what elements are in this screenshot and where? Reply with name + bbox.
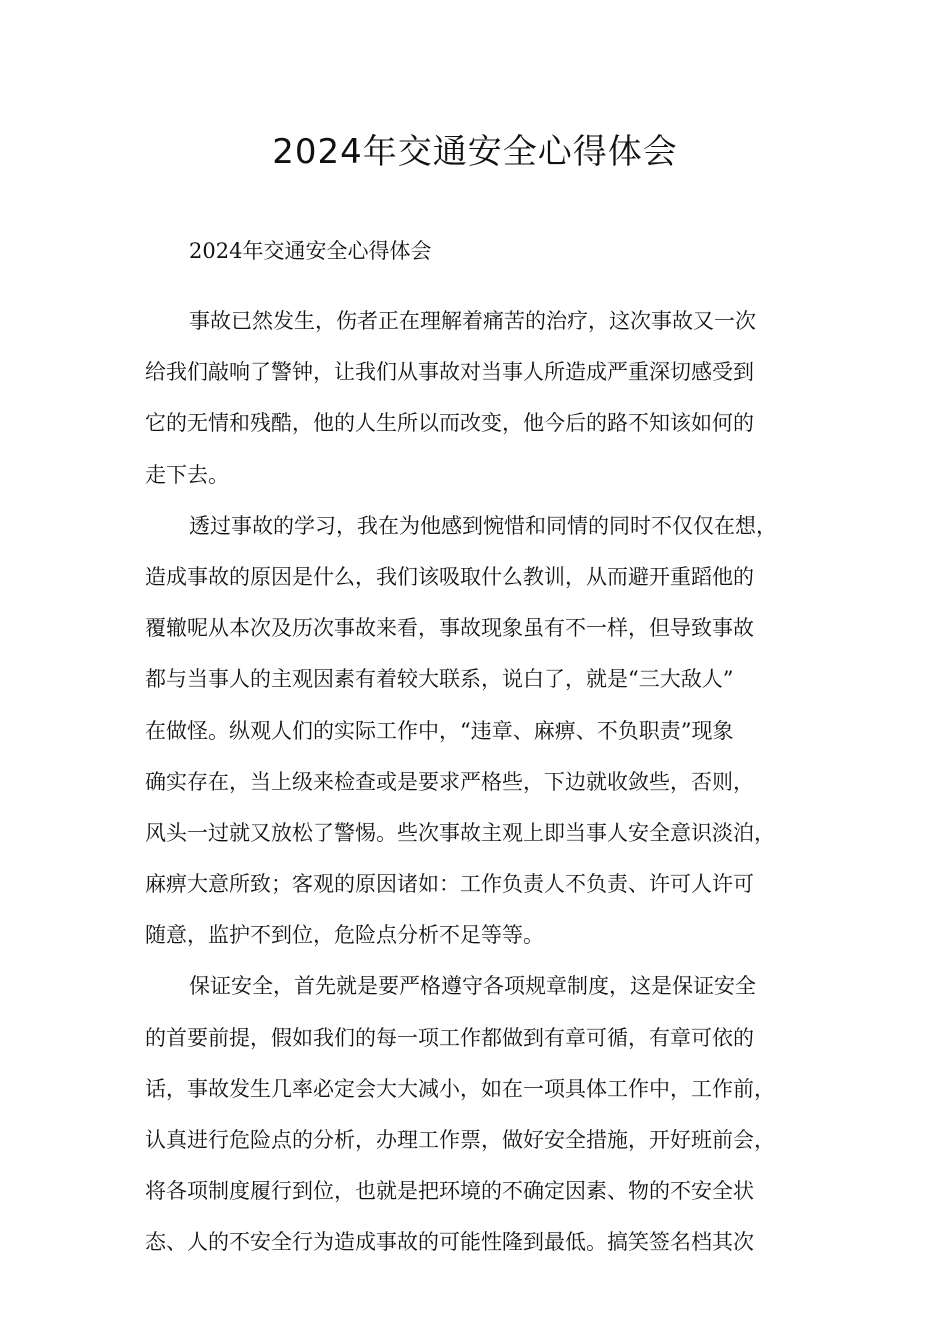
paragraph <box>145 501 825 962</box>
paragraph-line: 在做怪。纵观人们的实际工作中，“违章、麻痹、不负职责”现象 <box>145 718 734 743</box>
spacer <box>145 270 825 296</box>
paragraph-line: 它的无情和残酷，他的人生所以而改变，他今后的路不知该如何的 <box>145 411 754 436</box>
paragraph-line: 都与当事人的主观因素有着较大联系，说白了，就是“三大敌人” <box>145 667 734 692</box>
paragraph-line: 的首要前提，假如我们的每一项工作都做到有章可循，有章可依的 <box>145 1025 754 1050</box>
paragraph-line: 给我们敲响了警钟，让我们从事故对当事人所造成严重深切感受到 <box>145 360 754 385</box>
document-title: 2024年交通安全心得体会 <box>272 132 678 172</box>
paragraph <box>145 961 825 1268</box>
paragraph-line: 透过事故的学习，我在为他感到惋惜和同情的同时不仅仅在想， <box>189 513 777 538</box>
paragraph-line: 造成事故的原因是什么，我们该吸取什么教训，从而避开重蹈他的 <box>145 564 754 589</box>
document-subtitle: 2024年交通安全心得体会 <box>189 239 432 263</box>
paragraph-line: 话，事故发生几率必定会大大减小，如在一项具体工作中，工作前， <box>145 1076 775 1101</box>
paragraph <box>145 296 825 501</box>
paragraph-line: 将各项制度履行到位，也就是把环境的不确定因素、物的不安全状 <box>145 1179 754 1204</box>
document-body <box>145 232 825 1269</box>
paragraph-line: 走下去。 <box>145 462 229 487</box>
paragraph-line: 覆辙呢从本次及历次事故来看，事故现象虽有不一样，但导致事故 <box>145 616 754 641</box>
paragraph-line: 麻痹大意所致；客观的原因诸如：工作负责人不负责、许可人许可 <box>145 872 754 897</box>
paragraph-line: 认真进行危险点的分析，办理工作票，做好安全措施，开好班前会， <box>145 1128 775 1152</box>
paragraph-line: 随意，监护不到位，危险点分析不足等等。 <box>145 923 544 948</box>
paragraph-line: 保证安全，首先就是要严格遵守各项规章制度，这是保证安全 <box>189 974 756 999</box>
paragraph-line: 确实存在，当上级来检查或是要求严格些，下边就收敛些，否则， <box>145 769 754 794</box>
paragraph-line: 事故已然发生，伤者正在理解着痛苦的治疗，这次事故又一次 <box>189 309 756 333</box>
paragraph-line: 风头一过就又放松了警惕。些次事故主观上即当事人安全意识淡泊， <box>145 820 775 845</box>
paragraph-line: 态、人的不安全行为造成事故的可能性隆到最低。搞笑签名档其次 <box>145 1230 754 1255</box>
